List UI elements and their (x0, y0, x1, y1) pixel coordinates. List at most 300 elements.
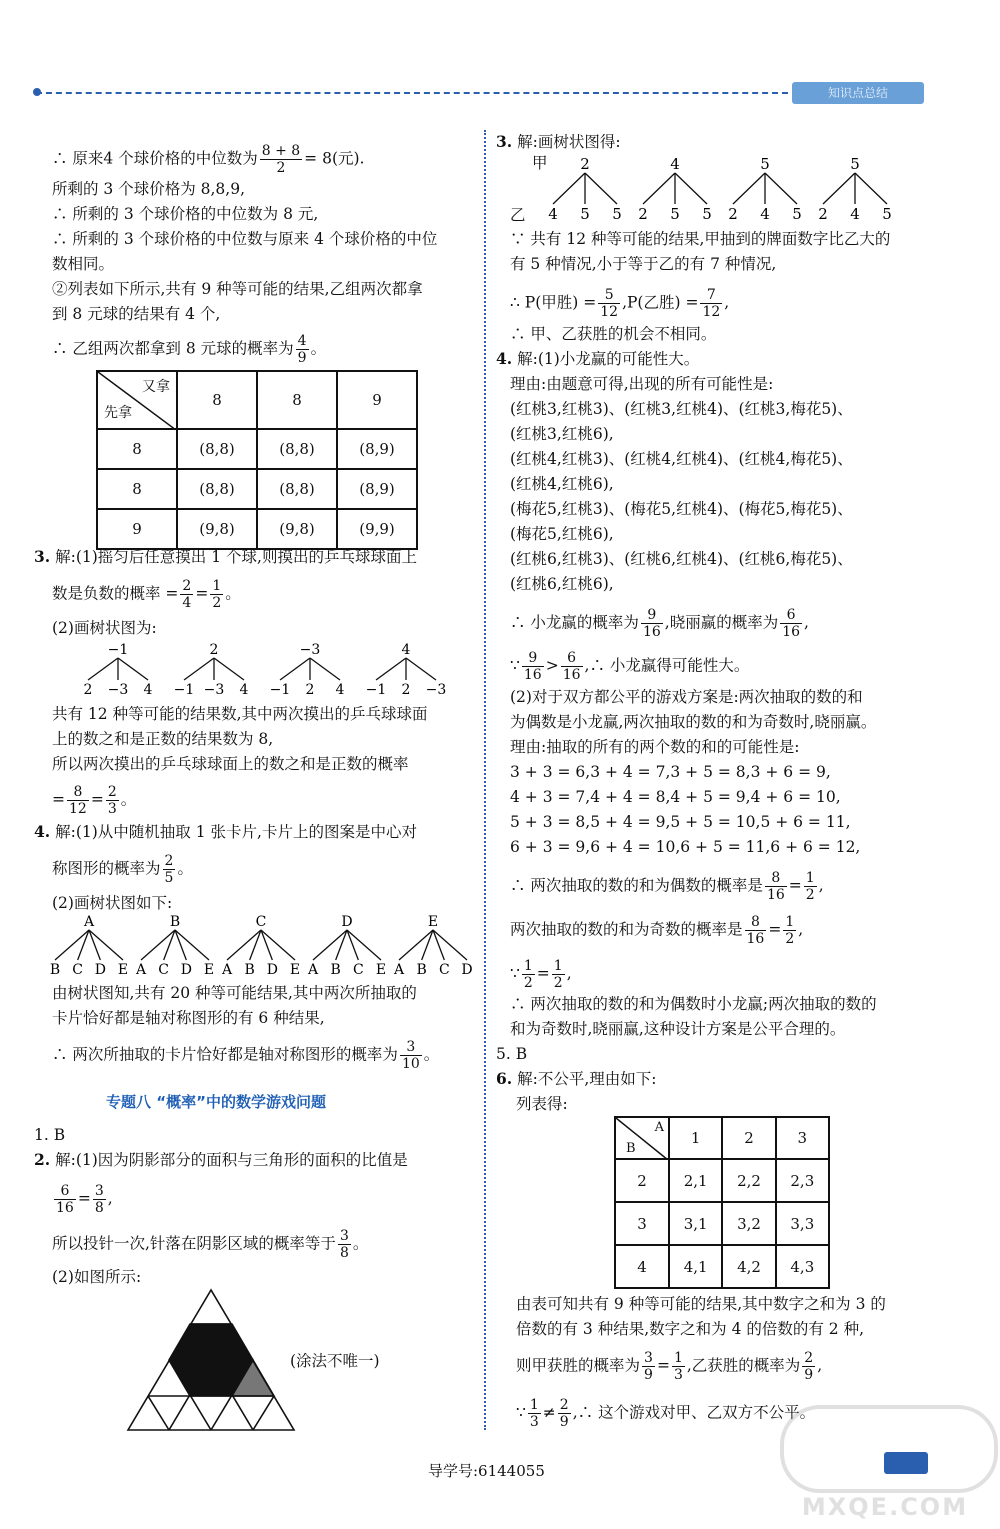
tree-root-node: E (427, 914, 439, 930)
fraction (672, 1350, 685, 1383)
numerator: 2 (182, 578, 192, 594)
tree-leaf-node: A (221, 962, 233, 978)
numerator: 1 (212, 578, 222, 594)
numerator: 6 (780, 607, 802, 624)
numerator: 3 (94, 1183, 104, 1199)
question-number: 4. (496, 349, 513, 368)
text-line: (红桃4,红桃3)、(红桃4,红桃4)、(红桃4,梅花5)、 (510, 450, 853, 468)
text: 解:画树状图得: (517, 133, 621, 151)
table-row (615, 1245, 829, 1288)
tree-leaf-node: −3 (107, 682, 129, 698)
tree-branch (310, 658, 340, 680)
tree-leaf-node: C (438, 962, 450, 978)
fraction (296, 333, 309, 366)
column-header: 1 (669, 1117, 722, 1159)
text-line: 列表得: (516, 1095, 568, 1113)
tree-leaf-node: −1 (269, 682, 291, 698)
tree-leaf-node: 5 (580, 205, 590, 223)
shaded-triangle-figure (126, 1288, 296, 1432)
table-row (97, 429, 417, 469)
fraction (522, 958, 535, 991)
numerator: 5 (598, 287, 620, 304)
question-line (34, 821, 417, 843)
text-line: (红桃6,红桃3)、(红桃6,红桃4)、(红桃6,梅花5)、 (510, 550, 853, 568)
tree-branch (733, 173, 765, 204)
numerator: 3 (400, 1039, 422, 1056)
numerator: 2 (107, 784, 117, 800)
fraction (338, 1228, 351, 1261)
denominator: 9 (297, 350, 307, 366)
text: 。 (177, 859, 193, 878)
tree-leaf-node: 5 (792, 205, 802, 223)
tree-leaf-node: 5 (882, 205, 892, 223)
tree-branch (823, 173, 855, 204)
text-line: (2)画树状图如下: (52, 894, 173, 912)
numerator: 3 (339, 1228, 349, 1244)
column-header: 8 (177, 371, 257, 429)
text-line: (梅花5,红桃3)、(梅花5,红桃4)、(梅花5,梅花5)、 (510, 500, 853, 518)
numerator: 2 (804, 1350, 814, 1366)
text: ,晓丽赢的概率为 (664, 613, 779, 632)
text: 称图形的概率为 (52, 859, 161, 878)
text: 。 (352, 1234, 369, 1253)
table-cell: (8,8) (257, 429, 337, 469)
corner-bottom-label: 先拿 (104, 405, 132, 421)
text-line: 数相同。 (52, 255, 115, 273)
fraction (700, 287, 722, 320)
text-line: (2)如图所示: (52, 1268, 142, 1286)
denominator: 16 (746, 931, 765, 947)
denominator: 16 (782, 624, 801, 640)
denominator: 4 (182, 595, 192, 611)
row-header: 8 (97, 469, 177, 509)
fraction (561, 650, 583, 683)
tree-leaf-node: E (203, 962, 215, 978)
corner-bottom-label: B (626, 1141, 636, 1156)
text: ∵ (510, 656, 520, 675)
denominator: 9 (804, 1367, 814, 1383)
answer-line: 1. B (34, 1126, 66, 1144)
text-line: ∴ 甲、乙获胜的机会不相同。 (510, 325, 717, 343)
tree-leaf-node: C (158, 962, 170, 978)
numerator: 1 (805, 870, 815, 886)
text-line: 理由:抽取的所有的两个数的和的可能性是: (510, 738, 800, 756)
tree-leaf-node: E (117, 962, 129, 978)
question-number: 4. (34, 822, 51, 841)
tree-leaf-node: 2 (401, 682, 411, 698)
denominator: 16 (523, 667, 542, 683)
denominator: 2 (212, 595, 222, 611)
text-line: $\frac{6}{16}$ = $\frac{3}{8}$ , (56, 1183, 113, 1216)
text-line: 所以两次摸出的乒乓球球面上的数之和是正数的概率 (52, 755, 409, 773)
denominator: 12 (600, 304, 619, 320)
table-cell: 2,2 (722, 1159, 775, 1202)
tree-leaf-node: −1 (173, 682, 195, 698)
text: ∴ 两次所抽取的卡片恰好都是轴对称图形的概率为 (52, 1045, 398, 1064)
fraction (163, 853, 176, 886)
text: , (804, 613, 809, 632)
text-line (52, 143, 364, 176)
tree-leaf-node: B (416, 962, 427, 978)
text-line: 为偶数是小龙赢,两次抽取的数的和为奇数时,晓丽赢。 (510, 713, 877, 731)
fraction (528, 1397, 541, 1430)
text-line: ②列表如下所示,共有 9 种等可能的结果,乙组两次都拿 (52, 280, 423, 298)
denominator: 2 (523, 975, 533, 991)
numerator: 3 (644, 1350, 653, 1366)
text: ∵ (510, 964, 520, 983)
denominator: 2 (553, 975, 563, 991)
text-line: 倍数的有 3 种结果,数字之和为 4 的倍数的有 2 种, (516, 1320, 865, 1338)
text: 所以投针一次,针落在阴影区域的概率等于 (52, 1234, 336, 1253)
fraction (598, 287, 620, 320)
text: ∵ (516, 1403, 526, 1422)
tree-diagram-r3 (540, 155, 920, 225)
fraction (558, 1397, 571, 1430)
text: 数是负数的概率 = (52, 584, 179, 603)
text: , (724, 293, 730, 312)
row-header: 9 (97, 509, 177, 549)
watermark-text: MXQE.COM (801, 1493, 969, 1521)
text: > (545, 656, 559, 675)
text: ∴ 小龙赢的概率为 (510, 613, 639, 632)
fraction (780, 607, 802, 640)
table-cell: (8,8) (257, 469, 337, 509)
text: 解:(1)因为阴影部分的面积与三角形的面积的比值是 (55, 1151, 408, 1169)
numerator: 1 (523, 958, 533, 974)
tree-root-node: 2 (580, 155, 590, 173)
tree-root-node: 5 (760, 155, 770, 173)
tree-leaf-node: B (330, 962, 341, 978)
tree-branch (553, 173, 585, 204)
numerator: 7 (700, 287, 722, 304)
question-number: 2. (34, 1150, 51, 1169)
numerator: 8 + 8 (261, 143, 301, 159)
tree-leaf-node: D (180, 962, 192, 978)
text-line (52, 1228, 368, 1261)
denominator: 3 (673, 1367, 683, 1383)
fraction (106, 784, 119, 817)
tree-branch (643, 173, 675, 204)
numerator: 6 (54, 1183, 76, 1200)
figure-note: (涂法不唯一) (290, 1352, 380, 1370)
text-line: 5 + 3 = 8,5 + 4 = 9,5 + 5 = 10,5 + 6 = 11, (510, 813, 851, 831)
table-row (615, 1159, 829, 1202)
text-line: 3 + 3 = 6,3 + 4 = 7,3 + 5 = 8,3 + 6 = 9, (510, 763, 831, 781)
denominator: 16 (562, 667, 581, 683)
tree-leaf-node: D (266, 962, 278, 978)
tree-diagram-q3 (70, 640, 470, 702)
tree-leaf-node: B (244, 962, 255, 978)
tree-leaf-node: A (393, 962, 405, 978)
text-line: 数是负数的概率 = $\frac{2}{4}$ = $\frac{1}{2}$ 。 (52, 578, 241, 611)
column-header: 2 (722, 1117, 775, 1159)
denominator: 12 (69, 801, 87, 817)
row-header: 8 (97, 429, 177, 469)
text-line: (梅花5,红桃6), (510, 525, 614, 543)
text-line (510, 607, 809, 640)
text: ,乙获胜的概率为 (686, 1356, 801, 1375)
question-line (34, 546, 417, 568)
denominator: 2 (276, 160, 286, 176)
text: 则甲获胜的概率为 (516, 1356, 641, 1375)
tree-leaf-node: E (375, 962, 387, 978)
tree-root-node: A (83, 914, 95, 930)
tree-root-node: D (341, 914, 353, 930)
tree-leaf-node: 2 (638, 205, 648, 223)
tree-leaf-node: E (289, 962, 301, 978)
question-line (496, 348, 699, 370)
text: = 8(元). (304, 149, 365, 168)
fraction (93, 1183, 106, 1216)
numerator: 9 (641, 607, 663, 624)
table-cell: 3,3 (776, 1202, 829, 1245)
text-line (510, 287, 729, 320)
tree-branch (280, 658, 310, 680)
table-row (615, 1202, 829, 1245)
numerator: 9 (522, 650, 544, 667)
table-cell: 3,1 (669, 1202, 722, 1245)
tree-leaf-node: C (72, 962, 84, 978)
header-tab-label: 知识点总结 (827, 86, 888, 100)
corner-top-label: A (654, 1120, 664, 1135)
guide-number: 导学号:6144055 (428, 1462, 545, 1480)
text-line: (2)对于双方都公平的游戏方案是:两次抽取的数的和 (510, 688, 863, 706)
denominator: 5 (164, 870, 174, 886)
tree-leaf-node: A (135, 962, 147, 978)
text-line: 共有 12 种等可能的结果数,其中两次摸出的乒乓球球面 (52, 705, 428, 723)
table-cell: (8,9) (337, 469, 417, 509)
tree-branch (88, 658, 118, 680)
tree-leaf-node: 4 (760, 205, 770, 223)
text: ,P(乙胜) = (622, 293, 699, 312)
text: , (798, 920, 804, 939)
denominator: 12 (702, 304, 721, 320)
text: 。 (310, 339, 327, 358)
text-line: 理由:由题意可得,出现的所有可能性是: (510, 375, 774, 393)
tree-leaf-node: D (461, 962, 473, 978)
answer-line: 5. B (496, 1045, 528, 1063)
tree-leaf-node: C (352, 962, 364, 978)
denominator: 16 (766, 887, 785, 903)
table-corner (97, 371, 177, 429)
text: 。 (120, 790, 137, 809)
table-cell: 2,1 (669, 1159, 722, 1202)
fraction (641, 607, 663, 640)
tree-level-label: 乙 (510, 206, 526, 224)
denominator: 10 (401, 1056, 420, 1072)
text-line (510, 650, 749, 683)
table-cell: 4,3 (776, 1245, 829, 1288)
table-cell: 2,3 (776, 1159, 829, 1202)
fraction (745, 914, 767, 947)
text: 解:(1)从中随机抽取 1 张卡片,卡片上的图案是中心对 (55, 823, 417, 841)
row-header: 3 (615, 1202, 669, 1245)
text-line: 由树状图知,共有 20 种等可能结果,其中两次所抽取的 (52, 984, 417, 1002)
table-cell: 3,2 (722, 1202, 775, 1245)
denominator: 9 (644, 1367, 653, 1383)
table-corner (615, 1117, 669, 1159)
tree-leaf-node: 2 (818, 205, 828, 223)
fraction (400, 1039, 422, 1072)
text-line: 卡片恰好都是轴对称图形的有 6 种结果, (52, 1009, 325, 1027)
text-line: (红桃3,红桃6), (510, 425, 614, 443)
text: 解:不公平,理由如下: (517, 1070, 657, 1088)
text-line: (红桃4,红桃6), (510, 475, 614, 493)
tree-leaf-node: −3 (425, 682, 447, 698)
tree-leaf-node: 4 (548, 205, 558, 223)
tree-leaf-node: 5 (612, 205, 622, 223)
row-header: 2 (615, 1159, 669, 1202)
text: ∴ 乙组两次都拿到 8 元球的概率为 (52, 339, 294, 358)
text-line: (红桃3,红桃3)、(红桃3,红桃4)、(红桃3,梅花5)、 (510, 400, 853, 418)
watermark-badge (780, 1405, 998, 1493)
text: ,∴ 这个游戏对甲、乙双方不公平。 (572, 1403, 816, 1422)
tree-root-node: 2 (209, 642, 219, 658)
header-dot (33, 88, 41, 96)
tree-branch (214, 658, 244, 680)
numerator: 2 (559, 1397, 569, 1413)
tree-leaf-node: 5 (702, 205, 712, 223)
header-dotted-rule (36, 92, 788, 94)
fraction (522, 650, 544, 683)
text-line (52, 853, 193, 886)
table-cell: (9,8) (177, 509, 257, 549)
text-line: ∵ $\frac{1}{2}$ = $\frac{1}{2}$ , (510, 958, 572, 991)
denominator: 3 (107, 801, 117, 817)
header-tab (792, 82, 924, 104)
text-line (516, 1397, 815, 1430)
tree-branch (585, 173, 617, 204)
text: 解:(1)小龙赢的可能性大。 (517, 350, 700, 368)
table-cell: (9,9) (337, 509, 417, 549)
table-cell: (8,9) (337, 429, 417, 469)
section-title: 专题八 “概率”中的数学游戏问题 (106, 1093, 326, 1111)
denominator: 16 (642, 624, 661, 640)
text-line: ∴ 两次抽取的数的和为偶数时小龙赢;两次抽取的数的 (510, 995, 877, 1013)
text: 两次抽取的数的和为奇数的概率是 (510, 920, 743, 939)
tree-leaf-node: 5 (670, 205, 680, 223)
tree-leaf-node: 4 (850, 205, 860, 223)
text-line: (红桃6,红桃6), (510, 575, 614, 593)
text: 。 (225, 584, 241, 603)
fraction (260, 143, 302, 176)
tree-branch (118, 658, 148, 680)
numerator: 1 (785, 914, 795, 930)
tree-leaf-node: 4 (239, 682, 249, 698)
text-line: ∵ 共有 12 种等可能的结果,甲抽到的牌面数字比乙大的 (510, 230, 891, 248)
text-line: 有 5 种情况,小于等于乙的有 7 种情况, (510, 255, 777, 273)
numerator: 1 (529, 1397, 539, 1413)
corner-top-label: 又拿 (142, 379, 170, 395)
fraction (765, 870, 787, 903)
text-line: ∴ 两次抽取的数的和为偶数的概率是 $\frac{8}{16}$ = $\frac{1}{2}$ , (510, 870, 824, 903)
text-line (52, 333, 326, 366)
text-line: = $\frac{8}{12}$ = $\frac{2}{3}$ 。 (52, 784, 137, 817)
fraction (180, 578, 193, 611)
denominator: 8 (339, 1245, 349, 1261)
fraction (642, 1350, 655, 1383)
denominator: 2 (785, 931, 795, 947)
table-cell: (8,8) (177, 469, 257, 509)
table-cell: (8,8) (177, 429, 257, 469)
tree-root-node: −1 (107, 642, 129, 658)
tree-root-node: 4 (670, 155, 680, 173)
question-number: 3. (34, 547, 51, 566)
text-line: 两次抽取的数的和为奇数的概率是 $\frac{8}{16}$ = $\frac{1}{2}$ , (510, 914, 804, 947)
column-header: 8 (257, 371, 337, 429)
fraction (67, 784, 89, 817)
question-line (34, 1149, 408, 1171)
text: 解:(1)摇匀后任意摸出 1 个球,则摸出的乒乓球球面上 (55, 548, 417, 566)
numerator: 2 (164, 853, 174, 869)
tree-leaf-node: D (94, 962, 106, 978)
question-number: 3. (496, 132, 513, 151)
text: ∴ P(甲胜) = (510, 293, 597, 312)
tree-diagram-q4 (46, 912, 476, 980)
table-row (97, 469, 417, 509)
text-line: (2)画树状图为: (52, 619, 157, 637)
tree-branch (184, 658, 214, 680)
text-line: ∴ 所剩的 3 个球价格的中位数与原来 4 个球价格的中位 (52, 230, 438, 248)
column-header: 3 (776, 1117, 829, 1159)
outcome-table-1 (96, 370, 418, 550)
denominator: 2 (805, 887, 815, 903)
text-line: ∴ 所剩的 3 个球价格的中位数为 8 元, (52, 205, 319, 223)
column-header: 9 (337, 371, 417, 429)
tree-leaf-node: −3 (203, 682, 225, 698)
row-header: 4 (615, 1245, 669, 1288)
tree-level-label: 甲 (532, 154, 548, 172)
tree-branch (855, 173, 887, 204)
watermark-logo (780, 1405, 990, 1523)
numerator: 1 (673, 1350, 683, 1366)
tree-leaf-node: A (307, 962, 319, 978)
text-line: 由表可知共有 9 种等可能的结果,其中数字之和为 3 的 (516, 1295, 886, 1313)
tree-leaf-node: 2 (83, 682, 93, 698)
fraction (804, 870, 817, 903)
column-divider (484, 130, 486, 1430)
tree-root-node: B (169, 914, 181, 930)
text: , (107, 1189, 113, 1208)
text-line: 所剩的 3 个球价格为 8,8,9, (52, 180, 246, 198)
numerator: 8 (745, 914, 767, 931)
text-line: 上的数之和是正数的结果数为 8, (52, 730, 274, 748)
tree-root-node: −3 (299, 642, 321, 658)
tree-leaf-node: −1 (365, 682, 387, 698)
question-line (496, 1068, 657, 1090)
tree-branch (765, 173, 797, 204)
numerator: 8 (765, 870, 787, 887)
text-line: 到 8 元球的结果有 4 个, (52, 305, 221, 323)
tree-branch (376, 658, 406, 680)
text: ,∴ 小龙赢得可能性大。 (584, 656, 750, 675)
text: , (817, 1356, 823, 1375)
text-line: 6 + 3 = 9,6 + 4 = 10,6 + 5 = 11,6 + 6 = 12, (510, 838, 861, 856)
tree-root-node: 5 (850, 155, 860, 173)
fraction (802, 1350, 815, 1383)
tree-leaf-node: 4 (335, 682, 345, 698)
text-line: 4 + 3 = 7,4 + 4 = 8,4 + 5 = 9,4 + 6 = 10, (510, 788, 841, 806)
table-cell: 4,1 (669, 1245, 722, 1288)
text: , (818, 876, 824, 895)
numerator: 4 (297, 333, 307, 349)
tree-root-node: 4 (401, 642, 411, 658)
text: ∴ 两次抽取的数的和为偶数的概率是 (510, 876, 763, 895)
text-line: 和为奇数时,晓丽赢,这种设计方案是公平合理的。 (510, 1020, 846, 1038)
denominator: 9 (559, 1414, 569, 1430)
text: ∴ 原来4 个球价格的中位数为 (52, 149, 258, 168)
outcome-table-2 (614, 1116, 830, 1289)
